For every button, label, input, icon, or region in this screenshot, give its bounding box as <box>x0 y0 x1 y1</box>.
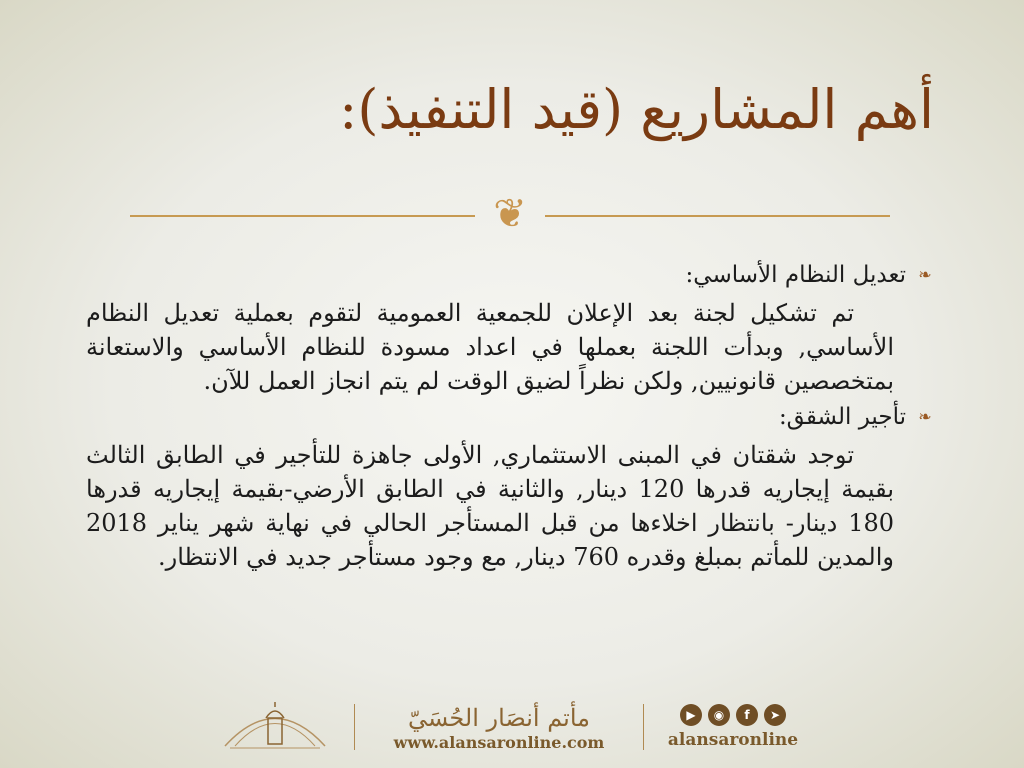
section-heading-bylaws <box>86 258 936 292</box>
brand-website[interactable]: www.alansaronline.com <box>393 732 605 752</box>
footer-separator <box>354 704 355 750</box>
section-paragraph-apartments: توجد شقتان في المبنى الاستثماري, الأولى جاهزة للتأجير في الطابق الثالث بقيمة إيجاريه قدرها 120 دينار, والثانية في الطابق الأرضي-بقيمة إيجاريه قدرها 180 دينار- بانتظار اخلاءها من قبل المستأجر الحالي في نهاية شهر يناير 2018 والمدين للمأتم بمبلغ وقدره 760 دينار, مع وجود مستأجر جديد في الانتظار. <box>86 441 894 571</box>
footer-social <box>658 704 808 750</box>
brand-arabic-name: مأتم أنصَار الحُسَيّ <box>407 703 591 732</box>
social-handle[interactable]: alansaronline <box>667 730 799 750</box>
slide-title: أهم المشاريع (قيد التنفيذ): <box>339 78 934 141</box>
divider-line-left <box>130 215 475 217</box>
instagram-icon[interactable]: ◉ <box>708 704 730 726</box>
telegram-icon[interactable]: ➤ <box>764 704 786 726</box>
facebook-icon[interactable]: f <box>736 704 758 726</box>
footer-brand <box>369 703 629 752</box>
ornament-icon: ❦ <box>493 191 527 237</box>
title-divider <box>130 191 890 237</box>
footer <box>210 696 810 758</box>
section-heading-apartments <box>86 400 936 434</box>
mosque-logo-icon <box>210 696 340 758</box>
youtube-icon[interactable]: ▶ <box>680 704 702 726</box>
bylaws-heading-text: تعديل النظام الأساسي: <box>685 262 906 288</box>
divider-line-right <box>545 215 890 217</box>
slide-content <box>86 258 936 576</box>
bullet-ornament-icon: ❧ <box>918 407 932 426</box>
footer-separator <box>643 704 644 750</box>
social-icons <box>680 704 786 726</box>
bullet-ornament-icon: ❧ <box>918 265 932 284</box>
apartments-heading-text: تأجير الشقق: <box>778 404 906 430</box>
section-paragraph-bylaws: تم تشكيل لجنة بعد الإعلان للجمعية العمومية لتقوم بعملية تعديل النظام الأساسي, وبدأت اللجنة بعملها في اعداد مسودة للنظام الأساسي والاستعانة بمتخصصين قانونيين, ولكن نظراً لضيق الوقت لم يتم انجاز العمل للآن. <box>86 299 894 395</box>
